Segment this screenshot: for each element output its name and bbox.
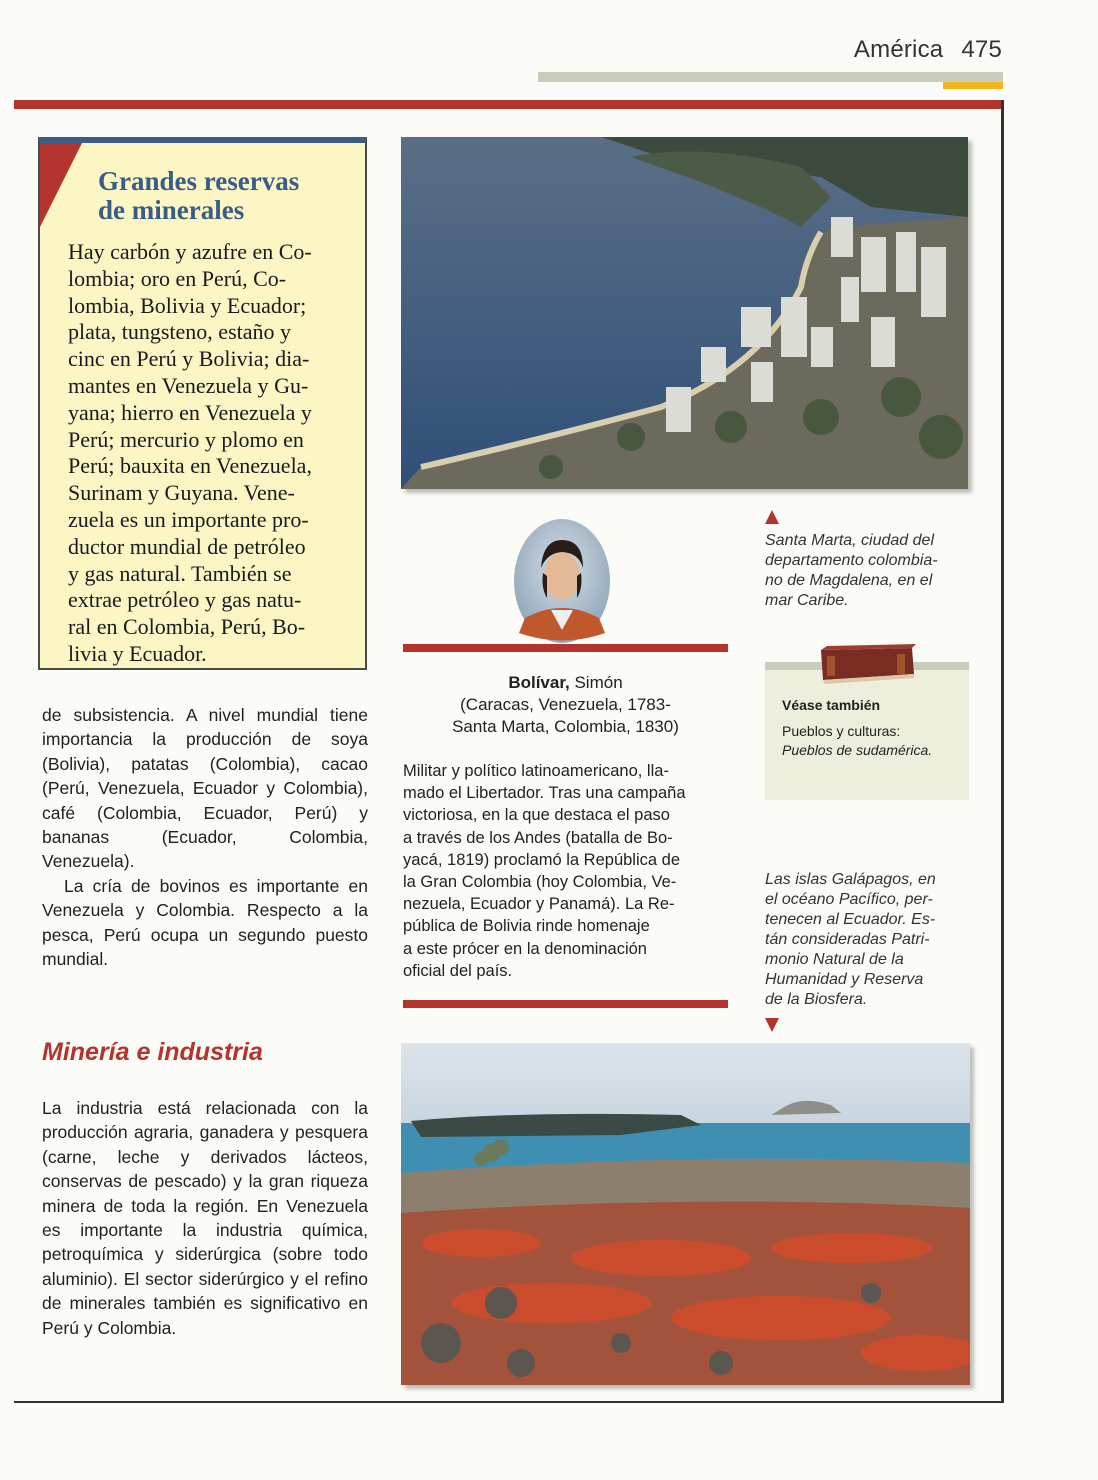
info-line: livia y Ecuador. <box>68 640 207 666</box>
page-header <box>854 36 1002 64</box>
galapagos-caption: Las islas Galápagos, en el océano Pacífico, per- tenecen al Ecuador. Es- tán consideradas Patri- monio Natural de la Humanidad y Reserva de la Biosfera. <box>765 871 936 1008</box>
section-title: Minería e industria <box>42 1038 263 1066</box>
paragraph: La cría de bovinos es importante en Venezuela y Colombia. Respecto a la pesca, Perú ocupa un segundo puesto mundial. <box>42 875 368 970</box>
info-line: zuela es un importante pro- <box>68 506 309 532</box>
info-line: lombia; oro en Perú, Co- <box>68 265 287 291</box>
info-line: plata, tungsteno, estaño y <box>68 319 292 345</box>
santa-marta-caption: Santa Marta, ciudad del departamento colombia- no de Magdalena, en el mar Caribe. <box>765 532 938 609</box>
santa-marta-photo <box>401 137 968 489</box>
header-stripe <box>538 72 1003 82</box>
info-box-title: Grandes reservas de minerales <box>98 166 300 225</box>
caption-arrow-up-icon <box>765 510 779 524</box>
info-line: lombia, Bolivia y Ecuador; <box>68 292 307 318</box>
page-number: 475 <box>961 36 1002 63</box>
caption-arrow-down-icon <box>765 1018 779 1032</box>
paragraph: de subsistencia. A nivel mundial tiene importancia la producción de soya (Bolivia), patatas (Colombia), cacao (Perú, Venezuela, Ecuador y Colombia), café (Colombia, Ecuador, Perú) y bananas (Ecuador, Colombia, Venezuela). <box>42 705 368 872</box>
bolivar-portrait <box>513 518 611 645</box>
body-text-agriculture <box>42 703 368 971</box>
bolivar-biography: Militar y político latinoamericano, lla- mado el Libertador. Tras una campaña victoriosa, en la que destaca el paso a través de los Andes (batalla de Bo- yacá, 1819) proclamó la República de la Gran Colombia (hoy Colombia, Ve- nezuela, Ecuador y Panamá). La Re- pública de Bolivia rinde homenaje a este prócer en la denominación oficial del país. <box>403 762 686 980</box>
corner-triangle <box>40 143 82 227</box>
bolivar-top-rule <box>403 644 728 652</box>
info-line: extrae petróleo y gas natu- <box>68 587 302 613</box>
see-also-title: Véase también <box>782 697 881 713</box>
bottom-rule <box>14 1401 1004 1403</box>
paragraph: La industria está relacionada con la producción agraria, ganadera y pesquera (carne, leche y derivados lácteos, conservas de pescado) y la gran riqueza minera de toda la región. En Venezuela es importante la industria química, petroquímica y siderúrgica (sobre todo aluminio). El sector siderúrgico y el refino de minerales también es significativo en Perú y Colombia. <box>42 1098 368 1338</box>
info-line: Hay carbón y azufre en Co- <box>68 239 312 264</box>
info-line: cinc en Perú y Bolivia; dia- <box>68 346 310 372</box>
info-line: Perú; bauxita en Venezuela, <box>68 453 312 479</box>
info-box-text <box>68 239 360 668</box>
galapagos-photo <box>401 1043 970 1385</box>
bolivar-heading: Bolívar, Simón (Caracas, Venezuela, 1783- Santa Marta, Colombia, 1830) <box>452 673 679 736</box>
info-line: mantes en Venezuela y Gu- <box>68 372 309 398</box>
bolivar-bottom-rule <box>403 1000 728 1008</box>
right-rule <box>1001 100 1004 1403</box>
see-also-text: Pueblos y culturas: Pueblos de sudamérica. <box>782 723 933 758</box>
book-icon <box>817 644 916 684</box>
info-line: yana; hierro en Venezuela y <box>68 399 312 425</box>
header-section: América <box>853 36 944 63</box>
info-line: Surinam y Guyana. Vene- <box>68 480 295 506</box>
header-accent <box>943 82 1003 89</box>
info-line: ductor mundial de petróleo <box>68 533 306 559</box>
info-line: Perú; mercurio y plomo en <box>68 426 304 452</box>
body-text-industry <box>42 1096 368 1340</box>
minerals-info-box <box>38 137 367 670</box>
info-line: y gas natural. También se <box>68 560 292 586</box>
see-also-link[interactable]: Pueblos de sudamérica. <box>782 742 933 758</box>
top-rule <box>14 100 1003 109</box>
info-line: ral en Colombia, Perú, Bo- <box>68 614 306 640</box>
